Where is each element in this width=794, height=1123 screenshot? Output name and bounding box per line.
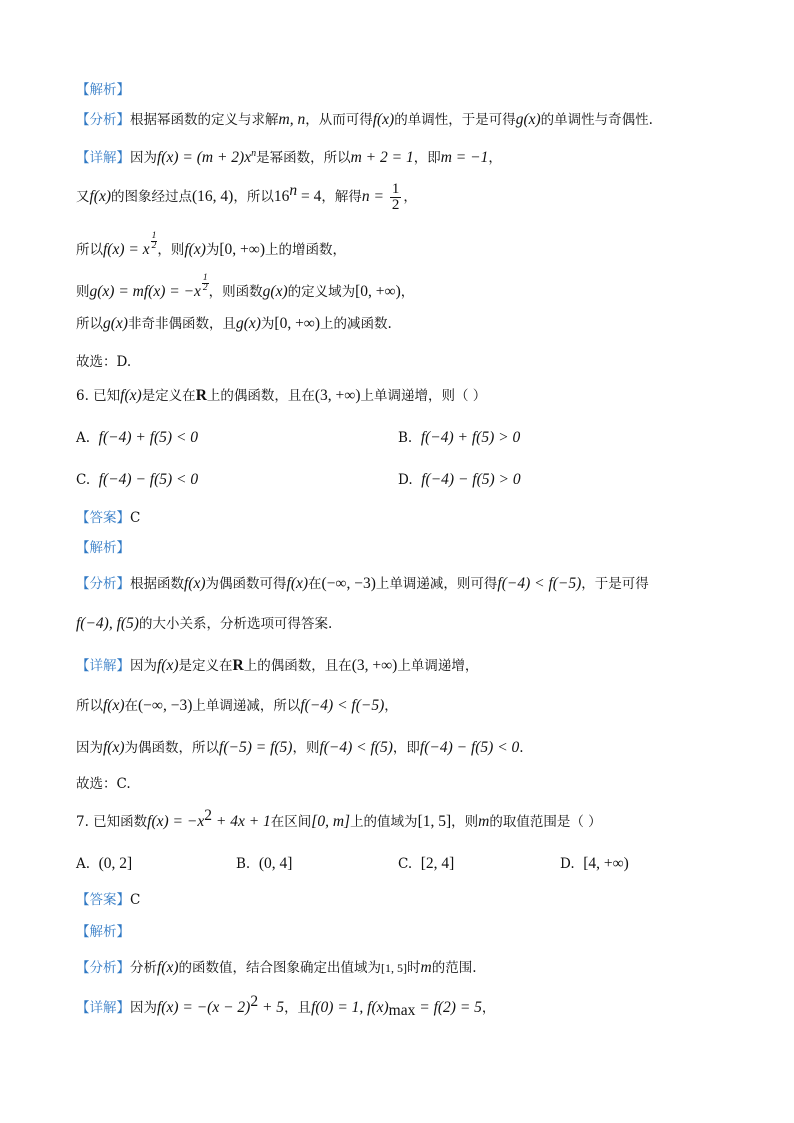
q6-option-b[interactable] (398, 428, 520, 448)
q7-option-b[interactable] (236, 854, 292, 874)
math: m, n (278, 111, 306, 128)
math: f(x) (184, 241, 206, 258)
text: 在 (308, 576, 322, 592)
tag-jiexi-q7 (76, 922, 130, 942)
math: g(x) = mf(x) = −x $\frac{1}{2}$ (89, 273, 208, 300)
choice-text: 故选：D. (76, 354, 132, 370)
jiexi-label: 【解析】 (76, 924, 130, 940)
math: g(x) (235, 315, 261, 332)
text: 非奇非偶函数，且 (127, 316, 236, 332)
math: [0, +∞) (355, 283, 401, 300)
math: (3, +∞) (351, 657, 398, 674)
text: 7. 已知函数 (76, 814, 148, 830)
math: [0, +∞) (219, 241, 265, 258)
math-R: R (232, 657, 244, 674)
q5-detail-line-1 (76, 148, 502, 168)
text: 根据函数 (130, 576, 184, 592)
math: (−∞, −3) (138, 697, 193, 714)
q6-stem (76, 386, 486, 406)
option-math: f(−4) + f(5) > 0 (420, 429, 521, 446)
q5-fenxi-line (76, 110, 653, 130)
q5-detail-line-5 (76, 314, 392, 334)
text: 则 (76, 284, 90, 300)
text: 是定义在 (178, 658, 233, 674)
math: g(x) (515, 111, 541, 128)
math: f(−4) − f(5) < 0 (419, 739, 520, 756)
option-label: A. (76, 856, 91, 872)
option-math: f(−4) + f(5) < 0 (98, 429, 199, 446)
math: [1, 5] (417, 813, 452, 830)
text: 上单调递增， (397, 658, 479, 674)
tag-jiexi-q5 (76, 80, 130, 100)
math-R: R (195, 387, 207, 404)
option-math: (0, 4] (258, 855, 293, 872)
xiangjie-label: 【详解】 (76, 150, 130, 166)
text: 上的增函数， (265, 242, 346, 258)
text: ， (481, 1000, 496, 1016)
math: m + 2 = 1 (350, 149, 414, 166)
answer-value: C (130, 892, 141, 908)
text: 的图象经过点 (111, 189, 193, 205)
text: 为偶函数，所以 (124, 740, 220, 756)
text: 所以 (76, 242, 103, 258)
math: [0, +∞) (274, 315, 321, 332)
option-label: D. (560, 856, 575, 872)
text: 是定义在 (141, 388, 196, 404)
q7-detail-line (76, 993, 496, 1019)
text: ，于是可得 (581, 576, 649, 592)
option-label: C. (76, 472, 91, 488)
math: f(x) (372, 111, 395, 128)
math: f(−5) = f(5) (219, 739, 293, 756)
option-label: A. (76, 430, 91, 446)
math: (−∞, −3) (321, 575, 376, 592)
math: n = (361, 188, 388, 205)
option-math: (0, 2] (98, 855, 133, 872)
q6-choice (76, 774, 131, 794)
q6-fenxi-line-1 (76, 574, 649, 594)
daan-label: 【答案】 (76, 892, 130, 908)
q7-option-a[interactable] (76, 854, 132, 874)
math: f(−4) < f(−5) (497, 575, 582, 592)
text: ，则 (292, 740, 320, 756)
math: f(0) = 1, $f(x)_{max} = f(2) = 5$ (311, 999, 482, 1019)
math: f(x) (89, 188, 112, 205)
text: 为偶函数可得 (205, 576, 287, 592)
xiangjie-label: 【详解】 (76, 1000, 130, 1016)
text: 因为 (76, 740, 103, 756)
math: m (478, 813, 490, 830)
text: 上单调递减，所以 (192, 698, 301, 714)
text: ， (488, 150, 502, 166)
q5-detail-line-3 (76, 232, 346, 260)
q7-answer (76, 890, 140, 910)
q7-option-d[interactable] (560, 854, 629, 874)
fenxi-label: 【分析】 (76, 112, 130, 128)
text: ，则 (451, 814, 479, 830)
answer-value: C (130, 510, 141, 526)
text: ，所以 (233, 189, 274, 205)
text: 为 (205, 242, 220, 258)
xiangjie-label: 【详解】 (76, 658, 130, 674)
exponent-fraction: $\frac{1}{2}$ (151, 231, 157, 251)
option-label: D. (398, 472, 413, 488)
text: 上的值域为 (350, 814, 418, 830)
option-math: [4, +∞) (583, 855, 629, 872)
text: 的函数值，结合图象确定出值域为 (178, 960, 382, 976)
text: 的定义域为 (287, 284, 356, 300)
text: . (519, 740, 524, 756)
option-label: B. (236, 856, 251, 872)
text: 是幂函数，所以 (256, 150, 351, 166)
text: 时 (407, 960, 421, 976)
q6-detail-line-3 (76, 738, 524, 758)
q7-fenxi-line (76, 958, 477, 978)
text: 又 (76, 189, 90, 205)
text: 的单调性与奇偶性. (540, 112, 653, 128)
text: 所以 (76, 698, 103, 714)
text: ， (400, 284, 415, 300)
math: m = −1 (440, 149, 489, 166)
math: $16^n = 4$ (273, 182, 322, 205)
text: ，即 (413, 150, 441, 166)
math: g(x) (262, 283, 288, 300)
text: 因为 (130, 658, 157, 674)
fenxi-label: 【分析】 (76, 960, 130, 976)
q6-answer (76, 508, 140, 528)
math: m (420, 959, 432, 976)
text: 为 (260, 316, 275, 332)
text: 的取值范围是（ ） (489, 814, 602, 830)
text: 上单调递增，则（ ） (360, 388, 487, 404)
q5-detail-line-4 (76, 274, 414, 302)
math: f(x) (157, 657, 179, 674)
text: 上单调递减，则可得 (375, 576, 498, 592)
text: 分析 (130, 960, 157, 976)
option-label: C. (398, 856, 413, 872)
jiexi-label: 【解析】 (76, 540, 130, 556)
text: 因为 (130, 150, 157, 166)
option-math: f(−4) − f(5) > 0 (421, 471, 521, 488)
text: 的大小关系，分析选项可得答案. (138, 616, 333, 632)
tag-jiexi-q6 (76, 538, 130, 558)
math: f(x) (103, 697, 125, 714)
math: $f(x) = -x^2 + 4x + 1$ (147, 807, 271, 830)
q7-stem (76, 807, 602, 832)
q5-choice (76, 352, 131, 372)
q5-detail-line-2 (76, 182, 417, 213)
exponent-fraction: $\frac{1}{2}$ (202, 273, 208, 293)
text: 因为 (130, 1000, 157, 1016)
option-math: f(−4) − f(5) < 0 (98, 471, 199, 488)
q6-detail-line-1 (76, 656, 478, 676)
text: ，解得 (321, 189, 362, 205)
daan-label: 【答案】 (76, 510, 130, 526)
q6-option-a[interactable] (76, 428, 198, 448)
math: f(x) (120, 387, 142, 404)
q6-option-c[interactable] (76, 470, 198, 490)
text: 在 (124, 698, 139, 714)
text: ，从而可得 (305, 112, 373, 128)
math: [1, 5] (381, 961, 408, 975)
text: 根据幂函数的定义与求解 (130, 112, 279, 128)
option-label: B. (398, 430, 413, 446)
text: 上的偶函数，且在 (243, 658, 352, 674)
math: $f(x) = -(x - 2)^2 + 5$ (157, 993, 285, 1016)
math: f(−4) < f(−5) (300, 697, 385, 714)
math: f(x) (157, 959, 179, 976)
text: ，且 (284, 1000, 312, 1016)
text: ，则 (157, 242, 185, 258)
option-math: [2, 4] (420, 855, 455, 872)
text: 的单调性，于是可得 (394, 112, 516, 128)
fenxi-label: 【分析】 (76, 576, 130, 592)
text: ，即 (392, 740, 420, 756)
math: f(x) (184, 575, 206, 592)
q6-detail-line-2 (76, 696, 398, 716)
text: 上的偶函数，且在 (206, 388, 315, 404)
q6-fenxi-line-2 (76, 614, 332, 634)
text: 所以 (76, 316, 103, 332)
math: f(−4) < f(5) (319, 739, 393, 756)
q6-option-d[interactable] (398, 470, 521, 490)
math: [0, m] (311, 813, 351, 830)
math: $f(x) = (m + 2)x^n$ (157, 148, 257, 166)
math: (3, +∞) (314, 387, 361, 404)
text: 的范围. (431, 960, 477, 976)
jiexi-label: 【解析】 (76, 82, 130, 98)
text: 在区间 (270, 814, 312, 830)
math: f(x) = x $\frac{1}{2}$ (103, 231, 157, 258)
math: f(−4), f(5) (76, 615, 139, 632)
math: f(x) (103, 739, 125, 756)
math: f(x) (286, 575, 309, 592)
text: 上的减函数. (320, 316, 392, 332)
math: (16, 4) (192, 188, 234, 205)
q7-option-c[interactable] (398, 854, 454, 874)
math: g(x) (103, 315, 128, 332)
fraction-one-half: $\frac{1}{2}$ (391, 181, 400, 213)
text: ， (403, 189, 417, 205)
text: 6. 已知 (76, 388, 121, 404)
text: ， (384, 698, 398, 714)
text: ，则函数 (208, 284, 263, 300)
choice-text: 故选：C. (76, 776, 131, 792)
